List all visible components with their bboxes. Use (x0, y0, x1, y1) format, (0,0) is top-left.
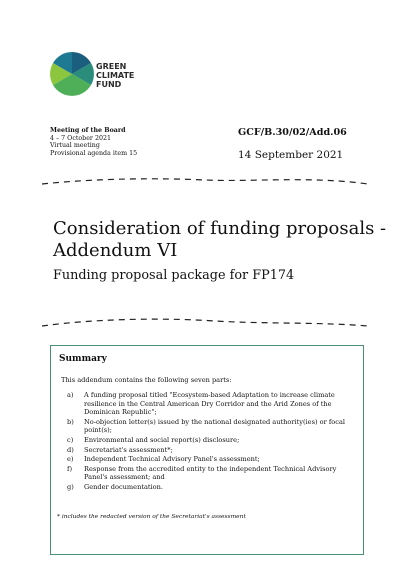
item-text: No-objection letter(s) issued by the national designated authority(ies) or focal point(s); (84, 417, 345, 435)
logo-line: GREEN (96, 62, 127, 71)
item-text: Environmental and social report(s) disclosure; (84, 435, 240, 444)
item-text: Independent Technical Advisory Panel's assessment; (84, 455, 260, 464)
document-number: GCF/B.30/02/Add.06 (238, 127, 347, 138)
item-text: Secretariat's assessment*; (84, 445, 173, 454)
list-item (67, 446, 357, 455)
item-text: Gender documentation. (84, 482, 163, 491)
dashed-wave-divider-top (40, 174, 370, 190)
meeting-info (50, 127, 137, 157)
summary-list (67, 391, 357, 493)
item-label: g) (67, 482, 74, 491)
summary-footnote: * includes the redacted version of the Secretariat's assessment (57, 514, 246, 520)
document-date: 14 September 2021 (238, 149, 344, 161)
list-item (67, 391, 357, 417)
logo-line: CLIMATE (96, 71, 135, 81)
title-line-2: Addendum VI (53, 240, 178, 261)
list-item (67, 418, 357, 435)
item-label: f) (67, 464, 73, 473)
item-text: Response from the accredited entity to the independent Technical Advisory Panel's assessment; and (84, 464, 337, 482)
title-line-1: Consideration of funding proposals - (53, 218, 387, 239)
dashed-wave-divider-bottom (40, 316, 370, 332)
list-item (67, 455, 357, 464)
summary-intro: This addendum contains the following seven parts: (61, 376, 232, 384)
item-label: a) (67, 391, 74, 399)
meeting-format: Virtual meeting (50, 142, 100, 150)
list-item (67, 483, 357, 492)
meeting-dates: 4 – 7 October 2021 (50, 134, 111, 142)
item-label: e) (67, 455, 74, 464)
page-subtitle: Funding proposal package for FP174 (53, 268, 295, 283)
summary-box (50, 345, 364, 555)
agenda-item: Provisional agenda item 15 (50, 149, 138, 157)
logo-line: FUND (96, 80, 122, 90)
item-label: c) (67, 435, 74, 444)
item-text: A funding proposal titled "Ecosystem-based Adaptation to increase climate resilience in the Central American Dry Corridor and the Arid Zones of the Dominican Republic"; (84, 391, 335, 417)
page-title (53, 218, 393, 262)
list-item (67, 436, 357, 445)
item-label: b) (67, 417, 74, 426)
item-label: d) (67, 445, 74, 454)
list-item (67, 465, 357, 482)
summary-heading: Summary (59, 354, 107, 364)
logo-wordmark (96, 62, 134, 90)
meeting-name: Meeting of the Board (50, 127, 126, 134)
